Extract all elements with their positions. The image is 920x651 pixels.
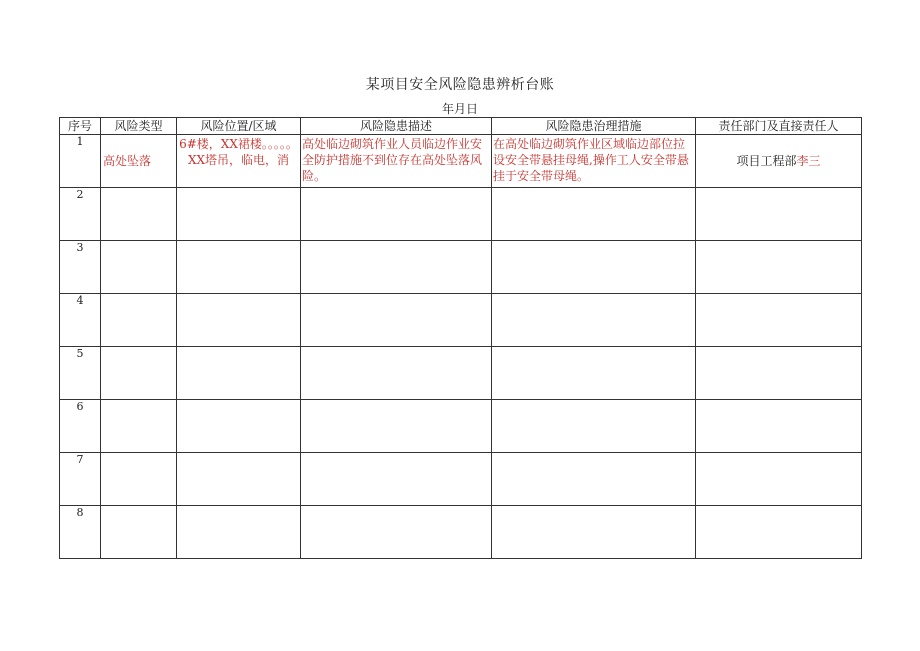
risk-location-cell [177,294,301,347]
control-measures-cell [492,506,696,559]
table-row [60,188,862,241]
row-number: 1 [60,135,101,188]
risk-type-cell [101,135,177,188]
risk-type-cell [101,241,177,294]
table-row [60,506,862,559]
table-row [60,347,862,400]
table-row [60,453,862,506]
control-measures-cell [492,241,696,294]
control-measures-cell [492,294,696,347]
row-number: 4 [60,294,101,347]
table-row [60,135,862,188]
risk-type-text: 高处坠落 [103,154,152,168]
risk-type-cell [101,347,177,400]
risk-description-cell [301,400,492,453]
risk-type-cell [101,453,177,506]
header-risk-type: 风险类型 [101,118,177,135]
control-measures-cell [492,135,696,188]
responsible-cell [696,453,862,506]
responsible-cell [696,135,862,188]
header-serial-number: 序号 [60,118,101,135]
document-date: 年月日 [441,102,478,116]
risk-description-cell [301,294,492,347]
table-row [60,294,862,347]
responsible-cell [696,188,862,241]
risk-description-cell [301,188,492,241]
table-row [60,241,862,294]
risk-type-cell [101,506,177,559]
responsible-cell [696,294,862,347]
risk-location-cell [177,135,301,188]
header-row [60,118,862,135]
row-number: 2 [60,188,101,241]
control-measures-text: 在高处临边砌筑作业区域临边部位拉设安全带悬挂母绳,操作工人安全带悬挂于安全带母绳。 [493,137,689,183]
control-measures-cell [492,453,696,506]
risk-location-cell [177,506,301,559]
row-number: 6 [60,400,101,453]
risk-location-cell [177,347,301,400]
risk-ledger-table [59,117,862,559]
responsible-cell [696,506,862,559]
control-measures-cell [492,347,696,400]
risk-description-text: 高处临边砌筑作业人员临边作业安全防护措施不到位存在高处坠落风险。 [302,137,483,183]
risk-description-cell [301,506,492,559]
row-number: 7 [60,453,101,506]
responsible-dept: 项目工程部 [736,154,797,168]
row-number: 8 [60,506,101,559]
row-number: 3 [60,241,101,294]
control-measures-cell [492,400,696,453]
risk-location-cell [177,400,301,453]
risk-description-cell [301,347,492,400]
risk-description-cell [301,135,492,188]
control-measures-cell [492,188,696,241]
risk-type-cell [101,294,177,347]
risk-location-cell [177,241,301,294]
document-title: 某项目安全风险隐患辨析台账 [365,77,555,93]
header-risk-location: 风险位置/区域 [177,118,301,135]
header-control-measures: 风险隐患治理措施 [492,118,696,135]
responsible-cell [696,400,862,453]
row-number: 5 [60,347,101,400]
responsible-person: 李三 [796,154,821,168]
risk-location-cell [177,188,301,241]
table-row [60,400,862,453]
responsible-cell [696,241,862,294]
responsible-cell [696,347,862,400]
risk-type-cell [101,188,177,241]
header-responsible: 责任部门及直接责任人 [696,118,862,135]
risk-type-cell [101,400,177,453]
risk-location-text: 6#楼，XX裙楼。。。。。XX塔吊，临电，消 [179,137,298,167]
risk-description-cell [301,241,492,294]
header-risk-description: 风险隐患描述 [301,118,492,135]
risk-location-cell [177,453,301,506]
risk-description-cell [301,453,492,506]
